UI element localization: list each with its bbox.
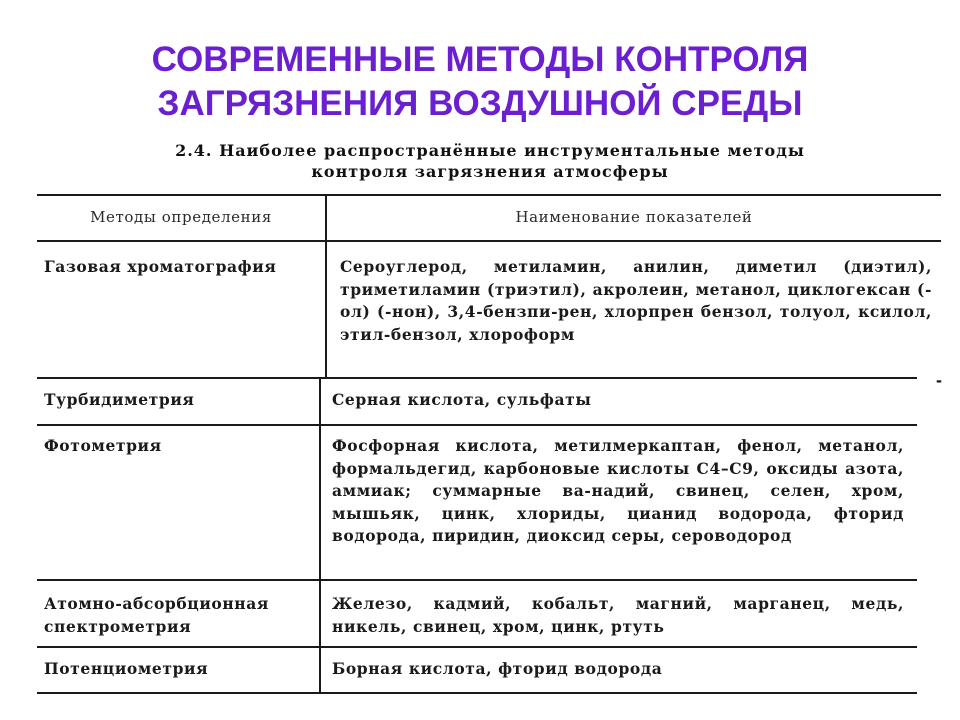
table-row-indicators: Сероуглерод, метиламин, анилин, диметил (диэтил), триметиламин (триэтил), акролеин, метанол, циклогексан (-ол) (-нон), 3,4-бензпи-рен, хлорпрен бензол, толуол, ксилол, этил-бензол, хлороформ [340, 257, 932, 344]
stray-mark: - [936, 370, 942, 390]
table-row-method: Фотометрия [44, 436, 162, 455]
table-row-method: Потенциометрия [44, 659, 209, 678]
table-row-method: Атомно-абсорбционная спектрометрия [44, 594, 269, 636]
table-caption-line: контроля загрязнения атмосферы [311, 162, 669, 181]
table-row-method: Турбидиметрия [44, 390, 195, 409]
table-rule [37, 424, 917, 426]
table-caption-line: 2.4. Наиболее распространённые инструментальные методы [175, 141, 805, 160]
slide-title-line: ЗАГРЯЗНЕНИЯ ВОЗДУШНОЙ СРЕДЫ [157, 84, 803, 123]
table-column-divider [319, 378, 321, 693]
table-rule [37, 377, 917, 379]
table-row-indicators: Серная кислота, сульфаты [332, 390, 592, 409]
table-caption [40, 140, 940, 182]
table-header-indicators: Наименование показателей [515, 208, 753, 226]
table-row-indicators: Борная кислота, фторид водорода [332, 659, 663, 678]
slide-title-line: СОВРЕМЕННЫЕ МЕТОДЫ КОНТРОЛЯ [151, 40, 809, 79]
table-row-method: Газовая хроматография [44, 257, 277, 276]
table-rule [37, 646, 917, 648]
slide-title [0, 38, 960, 126]
table-row-indicators: Фосфорная кислота, метилмеркаптан, фенол, метанол, формальдегид, карбоновые кислоты C4–C9, оксиды азота, аммиак; суммарные ва-надий, свинец, селен, хром, мышьяк, цинк, хлориды, цианид водорода, фторид водорода, пиридин, диоксид серы, сероводород [332, 436, 904, 545]
table-rule [37, 692, 917, 694]
table-header-method: Методы определения [90, 208, 272, 226]
table-row-indicators: Железо, кадмий, кобальт, магний, марганец, медь, никель, свинец, хром, цинк, ртуть [332, 594, 904, 636]
table-rule [37, 194, 941, 196]
table-column-divider [325, 195, 327, 377]
table-rule [37, 579, 917, 581]
table-rule [37, 240, 941, 242]
